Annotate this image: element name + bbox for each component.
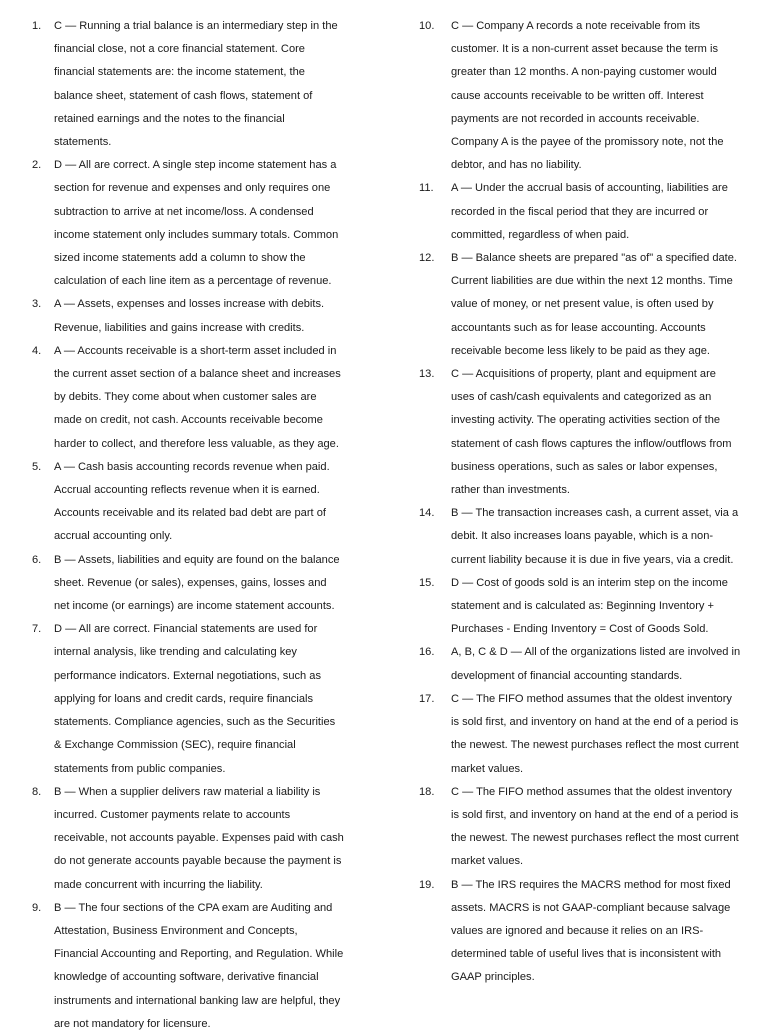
answer-item bbox=[419, 15, 741, 177]
answer-number: 15. bbox=[419, 576, 435, 589]
answer-item bbox=[22, 456, 344, 549]
answer-text: A — Under the accrual basis of accounting, liabilities are recorded in the fiscal period that they are incurred or committed, regardless of when paid. bbox=[451, 182, 728, 241]
answer-text: C — Running a trial balance is an intermediary step in the financial close, not a core financial statement. Core financial statements are: the income statement, the balance sheet, statement of cash flows, statement of retained earnings and the notes to the financial statements. bbox=[54, 20, 338, 149]
answer-item bbox=[419, 688, 741, 781]
answer-item bbox=[419, 641, 741, 687]
answer-number: 13. bbox=[419, 368, 435, 381]
answer-number: 10. bbox=[419, 20, 435, 32]
answer-text: B — The transaction increases cash, a current asset, via a debit. It also increases loans payable, which is a non-current liability because it is due in five years, via a credit. bbox=[451, 507, 739, 566]
answer-item bbox=[419, 874, 741, 990]
answer-item bbox=[22, 781, 344, 897]
answer-column-left bbox=[22, 15, 344, 1036]
answer-text: C — The FIFO method assumes that the oldest inventory is sold first, and inventory on hand at the end of a period is the newest. The newest purchases reflect the most current market values. bbox=[451, 785, 739, 868]
answer-text: A, B, C & D — All of the organizations listed are involved in development of financial accounting standards. bbox=[451, 646, 741, 682]
answer-text: A — Cash basis accounting records revenue when paid. Accrual accounting reflects revenue when it is earned. Accounts receivable and its related bad debt are part of accrual accounting only. bbox=[54, 460, 330, 543]
answer-text: A — Assets, expenses and losses increase with debits. Revenue, liabilities and gains increase with credits. bbox=[54, 298, 325, 334]
answer-item bbox=[22, 154, 344, 293]
answer-item bbox=[22, 293, 344, 339]
answer-item bbox=[22, 15, 344, 154]
answer-item bbox=[419, 572, 741, 642]
answer-number: 16. bbox=[419, 646, 435, 659]
answer-number: 1. bbox=[32, 20, 42, 32]
answer-item bbox=[22, 549, 344, 619]
answer-number: 3. bbox=[32, 298, 42, 311]
answer-number: 4. bbox=[32, 344, 42, 357]
answer-text: C — The FIFO method assumes that the oldest inventory is sold first, and inventory on hand at the end of a period is the newest. The newest purchases reflect the most current market values. bbox=[451, 692, 739, 775]
answer-number: 8. bbox=[32, 785, 42, 798]
answer-item bbox=[22, 340, 344, 456]
answer-item bbox=[419, 247, 741, 363]
answer-number: 11. bbox=[419, 182, 434, 195]
answer-item bbox=[22, 897, 344, 1036]
answer-item bbox=[22, 618, 344, 780]
answer-number: 5. bbox=[32, 460, 42, 473]
answer-text: B — When a supplier delivers raw material a liability is incurred. Customer payments relate to accounts receivable, not accounts payable. Expenses paid with cash do not generate accounts payable because the payment is made concurrent with incurring the liability. bbox=[54, 785, 344, 891]
answer-text: C — Company A records a note receivable from its customer. It is a non-current asset because the term is greater than 12 months. A non-paying customer would cause accounts receivable to be written off. Interest payments are not recorded in accounts receivable. Company A is the payee of the promissory note, not the debtor, and has no liability. bbox=[451, 20, 724, 172]
answer-text: D — All are correct. A single step income statement has a section for revenue and expenses and only requires one subtraction to arrive at net income/loss. A condensed income statement only includes summary totals. Common sized income statements add a column to show the calculation of each line item as a percentage of revenue. bbox=[54, 159, 339, 288]
answer-text: A — Accounts receivable is a short-term asset included in the current asset section of a balance sheet and increases by debits. They come about when customer sales are made on credit, not cash. Accounts receivable become harder to collect, and therefore less valuable, as they age. bbox=[54, 344, 341, 450]
answer-number: 18. bbox=[419, 785, 435, 798]
answer-number: 7. bbox=[32, 623, 42, 636]
answer-item bbox=[419, 177, 741, 247]
answer-text: C — Acquisitions of property, plant and equipment are uses of cash/cash equivalents and categorized as an investing activity. The operating activities section of the statement of cash flows captures the inflow/outflows from business operations, such as sales or labor expenses, rather than investments. bbox=[451, 368, 732, 497]
answer-number: 14. bbox=[419, 507, 435, 520]
answer-text: B — The IRS requires the MACRS method for most fixed assets. MACRS is not GAAP-compliant because salvage values are ignored and because it relies on an IRS-determined table of useful lives that is inconsistent with GAAP principles. bbox=[451, 878, 731, 984]
answer-number: 6. bbox=[32, 553, 42, 566]
answer-number: 2. bbox=[32, 159, 42, 172]
answer-column-right bbox=[419, 15, 741, 990]
answer-text: B — The four sections of the CPA exam are Auditing and Attestation, Business Environment and Concepts, Financial Accounting and Reporting, and Regulation. While knowledge of accounting software, derivative financial instruments and international banking law are helpful, they are not mandatory for licensure. bbox=[54, 901, 344, 1030]
answer-number: 12. bbox=[419, 252, 435, 265]
answer-number: 19. bbox=[419, 878, 435, 891]
answer-text: B — Balance sheets are prepared "as of" a specified date. Current liabilities are due within the next 12 months. Time value of money, or net present value, is often used by accountants such as for lease accounting. Accounts receivable become less likely to be paid as they age. bbox=[451, 252, 738, 357]
answer-text: B — Assets, liabilities and equity are found on the balance sheet. Revenue (or sales), expenses, gains, losses and net income (or earnings) are income statement accounts. bbox=[54, 553, 340, 613]
answer-number: 17. bbox=[419, 692, 435, 705]
answer-number: 9. bbox=[32, 901, 42, 914]
answer-item bbox=[419, 363, 741, 502]
answer-text: D — All are correct. Financial statements are used for internal analysis, like trending and calculating key performance indicators. External negotiations, such as applying for loans and credit cards, require financials statements. Compliance agencies, such as the Securities & Exchange Commission (SEC), require financial statements from public companies. bbox=[54, 623, 336, 775]
answer-item bbox=[419, 781, 741, 874]
answer-text: D — Cost of goods sold is an interim step on the income statement and is calculated as: Beginning Inventory + Purchases - Ending Inventory = Cost of Goods Sold. bbox=[451, 576, 728, 636]
answer-item bbox=[419, 502, 741, 572]
